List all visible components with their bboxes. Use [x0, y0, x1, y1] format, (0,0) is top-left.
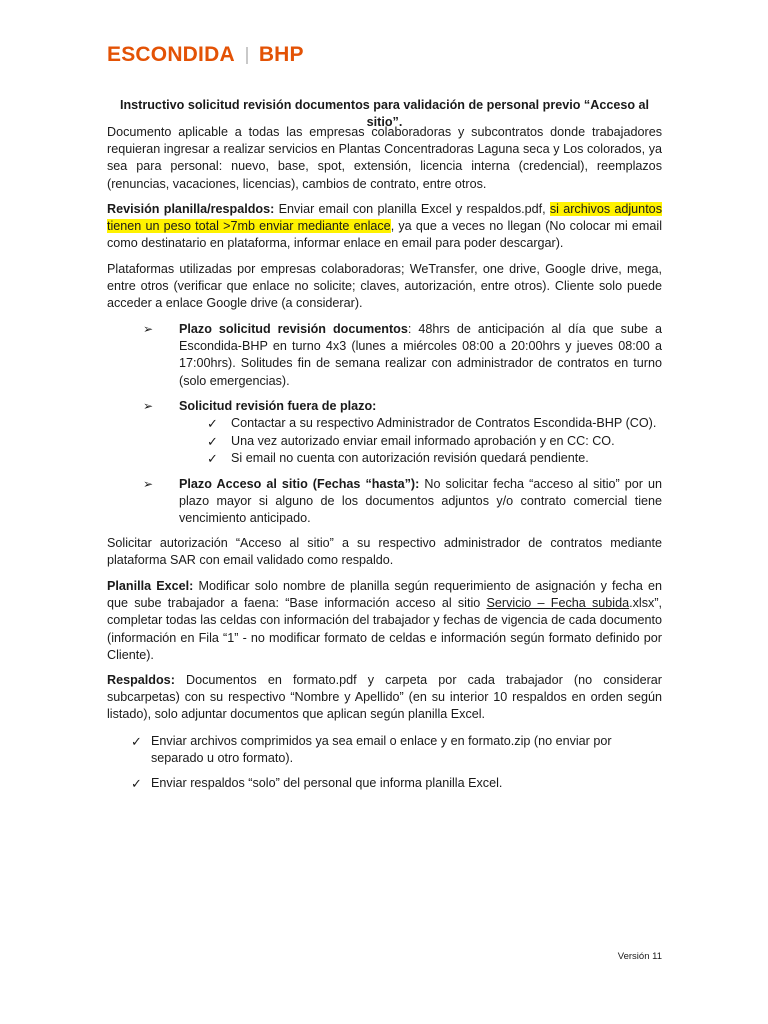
- arrow-bullet-icon: ➢: [143, 322, 154, 336]
- revision-text-after: , ya que a veces no llegan (No colocar mi email como destinatario en plataforma, informar enlace en email para poder descargar).: [107, 219, 663, 251]
- checkmark-icon: ✓: [131, 734, 142, 749]
- bullet-plazo-acceso: [179, 476, 662, 528]
- planilla-underlined: Servicio – Fecha subida: [486, 596, 630, 611]
- checkmark-icon: ✓: [131, 776, 142, 791]
- revision-highlight: si archivos adjuntos tienen un peso total >7mb enviar mediante enlace: [107, 202, 662, 234]
- bullet-label: Plazo solicitud revisión documentos: [179, 322, 408, 336]
- respaldos-text: Documentos en formato.pdf y carpeta por cada trabajador (no considerar subcarpetas) con su respectivo “Nombre y Apellido” (en su interior 10 respaldos en orden según listado), solo adjuntar documentos que aplican según planilla Excel.: [107, 673, 662, 722]
- check-item: Contactar a su respectivo Administrador de Contratos Escondida-BHP (CO).: [231, 416, 657, 430]
- revision-text-before: Enviar email con planilla Excel y respaldos.pdf,: [274, 202, 550, 216]
- bullet-label: Solicitud revisión fuera de plazo:: [179, 399, 377, 413]
- company-logo: [107, 42, 304, 68]
- respaldos-label: Respaldos:: [107, 673, 175, 687]
- planilla-label: Planilla Excel:: [107, 579, 194, 593]
- planilla-text-after: .xlsx”, completar todas las celdas con información del trabajador y fechas de vigencia de cada documento (información en Fila “1” - no modificar formato de celdas e información según formato definido por Cliente).: [107, 596, 663, 662]
- authorization-paragraph: Solicitar autorización “Acceso al sitio” a su respectivo administrador de contratos mediante plataforma SAR con email validado como respaldo.: [107, 536, 662, 568]
- planilla-text-before: Modificar solo nombre de planilla según requerimiento de asignación y fecha en que sube trabajador a faena: “Base información acceso al sitio: [107, 579, 662, 611]
- checkmark-icon: ✓: [207, 416, 218, 431]
- bullet-label: Plazo Acceso al sitio (Fechas “hasta”):: [179, 477, 420, 491]
- respaldos-paragraph: [107, 672, 662, 724]
- intro-paragraph: Documento aplicable a todas las empresas colaboradoras y subcontratos donde trabajadores requieran ingresar a realizar servicios en Plantas Concentradoras Laguna seca y Los colorados, ya sea para personal: nuevo, base, spot, extensión, licencia interna (credencial), reemplazos (renuncias, vacaciones, licencias), cambios de contrato, entre otros.: [107, 125, 662, 191]
- bullet-plazo-revision: [179, 321, 662, 390]
- logo-divider: [246, 47, 248, 64]
- version-label: Versión 11: [617, 951, 662, 962]
- arrow-bullet-icon: ➢: [143, 477, 154, 491]
- final-check-item: Enviar respaldos “solo” del personal que informa planilla Excel.: [151, 776, 503, 790]
- check-item: Una vez autorizado enviar email informado aprobación y en CC: CO.: [231, 434, 615, 448]
- final-check-item: Enviar archivos comprimidos ya sea email o enlace y en formato.zip (no enviar por separado u otro formato).: [151, 734, 612, 766]
- logo-escondida: ESCONDIDA: [107, 43, 235, 66]
- platforms-paragraph: Plataformas utilizadas por empresas colaboradoras; WeTransfer, one drive, Google drive, mega, entre otros (verificar que enlace no solicite; claves, autorización, entre otros). Cliente solo puede acceder a enlace Google drive (a considerar).: [107, 262, 662, 311]
- check-item: Si email no cuenta con autorización revisión quedará pendiente.: [231, 451, 589, 465]
- checkmark-icon: ✓: [207, 451, 218, 466]
- revision-label: Revisión planilla/respaldos:: [107, 202, 275, 216]
- document-title: Instructivo solicitud revisión documentos para validación de personal previo “Acceso al sitio”.: [119, 98, 650, 129]
- planilla-paragraph: [107, 578, 662, 664]
- logo-bhp: BHP: [258, 43, 304, 66]
- bullet-text: No solicitar fecha “acceso al sitio” por un plazo mayor si alguno de los documentos adjuntos y/o contrato comercial tiene vencimiento anticipado.: [179, 477, 662, 526]
- arrow-bullet-icon: ➢: [143, 399, 154, 413]
- checkmark-icon: ✓: [207, 434, 218, 449]
- revision-paragraph: [107, 201, 662, 253]
- bullet-fuera-plazo: [179, 398, 662, 415]
- bullet-text: : 48hrs de anticipación al día que sube a Escondida-BHP en turno 4x3 (lunes a miércoles 08:00 a 20:00hrs y jueves 08:00 a 17:00hrs). Solitudes fin de semana realizar con administrador de contratos en turno (solo emergencias).: [179, 322, 662, 388]
